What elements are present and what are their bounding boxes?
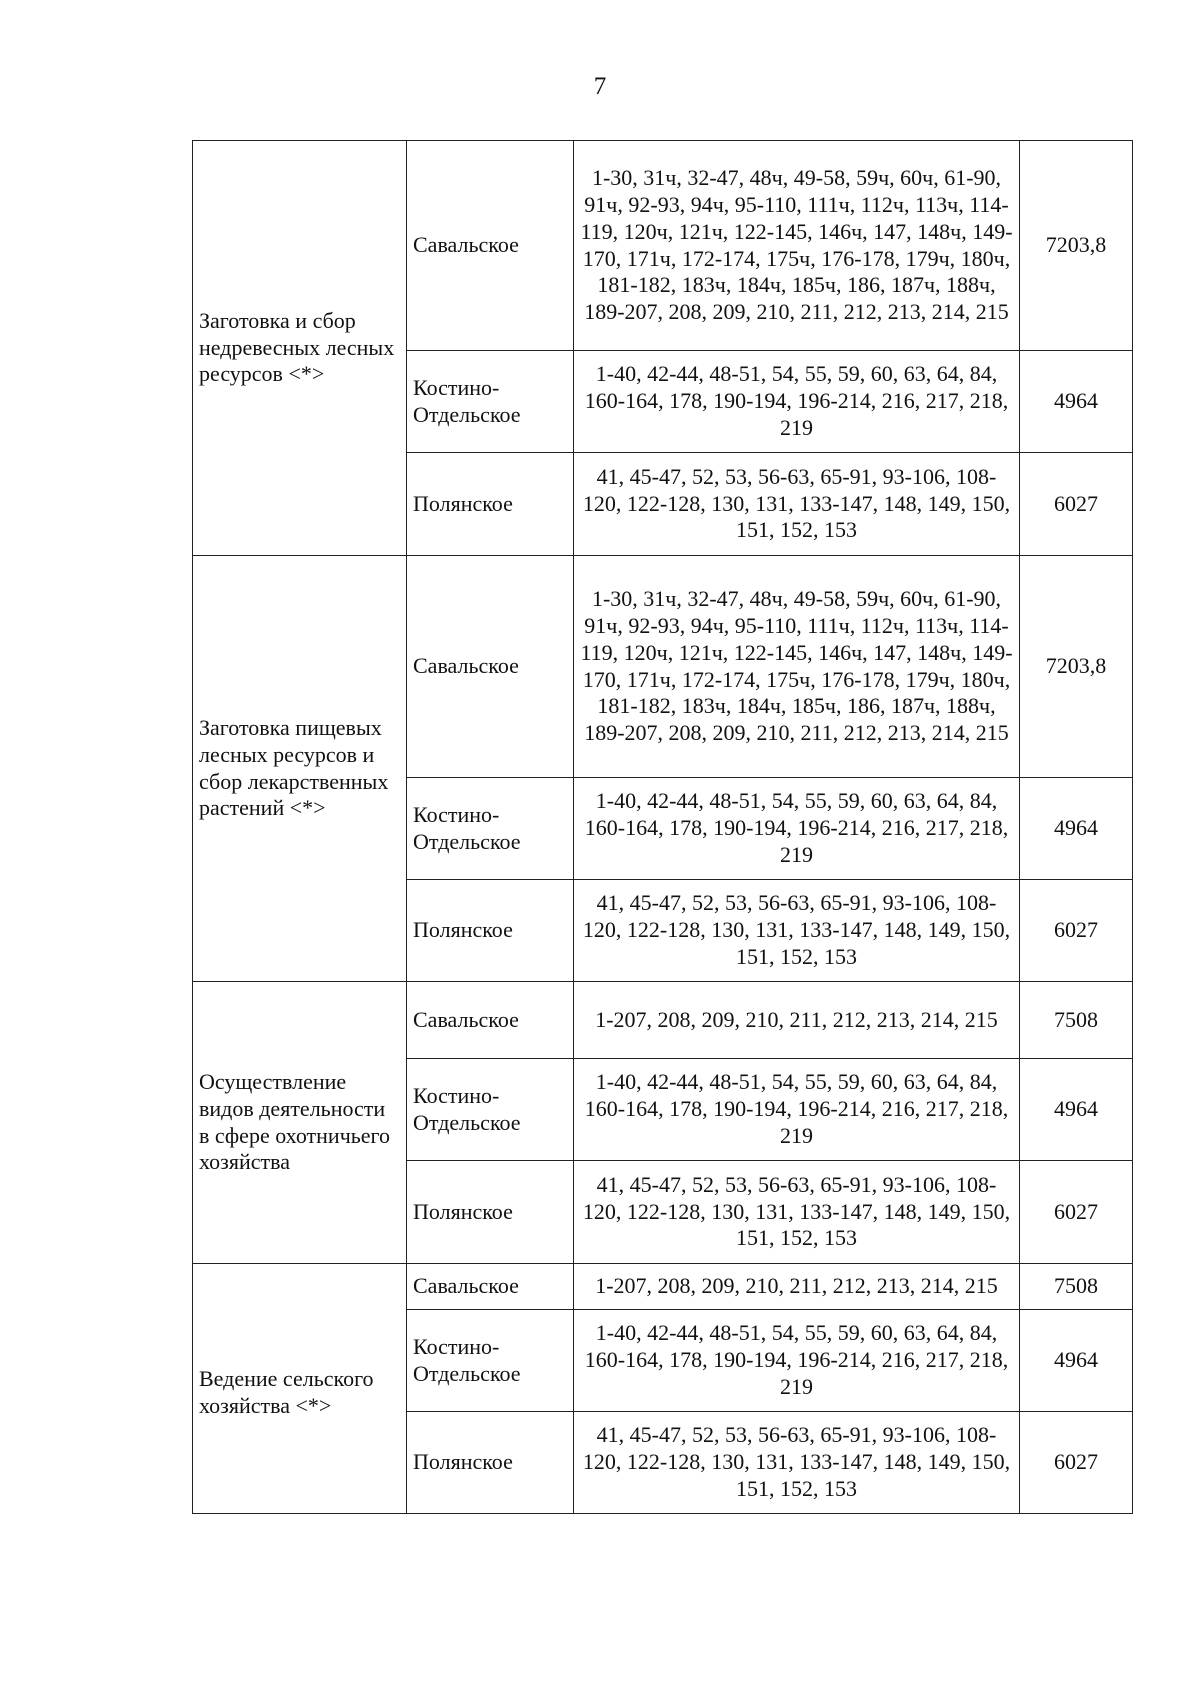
table-row [193,982,1133,1059]
page-number: 7 [593,73,607,100]
area-cell: 7203,8 [1020,141,1133,351]
quarters-cell: 1-40, 42-44, 48-51, 54, 55, 59, 60, 63, 64, 84, 160-164, 178, 190-194, 196-214, 216, 217, 218, 219 [574,1310,1020,1412]
area-cell: 4964 [1020,1310,1133,1412]
area-cell: 4964 [1020,778,1133,880]
forestry-cell: Костино-Отдельское [407,351,574,453]
quarters-cell: 41, 45-47, 52, 53, 56-63, 65-91, 93-106, 108-120, 122-128, 130, 131, 133-147, 148, 149, 150, 151, 152, 153 [574,880,1020,982]
forestry-cell: Савальское [407,982,574,1059]
area-cell: 7508 [1020,982,1133,1059]
activity-cell: Заготовка и сбор недревесных лесных ресурсов <*> [193,141,407,556]
area-cell: 4964 [1020,351,1133,453]
area-cell: 7203,8 [1020,556,1133,778]
activity-cell: Осуществление видов деятельности в сфере охотничьего хозяйства [193,982,407,1264]
quarters-cell: 1-40, 42-44, 48-51, 54, 55, 59, 60, 63, 64, 84, 160-164, 178, 190-194, 196-214, 216, 217, 218, 219 [574,1059,1020,1161]
table-row [193,556,1133,778]
forestry-cell: Савальское [407,141,574,351]
quarters-cell: 1-30, 31ч, 32-47, 48ч, 49-58, 59ч, 60ч, 61-90, 91ч, 92-93, 94ч, 95-110, 111ч, 112ч, 113ч, 114-119, 120ч, 121ч, 122-145, 146ч, 147, 148ч, 149-170, 171ч, 172-174, 175ч, 176-178, 179ч, 180ч, 181-182, 183ч, 184ч, 185ч, 186, 187ч, 188ч, 189-207, 208, 209, 210, 211, 212, 213, 214, 215 [574,556,1020,778]
quarters-cell: 1-40, 42-44, 48-51, 54, 55, 59, 60, 63, 64, 84, 160-164, 178, 190-194, 196-214, 216, 217, 218, 219 [574,351,1020,453]
table-row [193,141,1133,351]
forestry-cell: Полянское [407,453,574,556]
forestry-cell: Полянское [407,880,574,982]
area-cell: 6027 [1020,453,1133,556]
activity-cell: Заготовка пищевых лесных ресурсов и сбор лекарственных растений <*> [193,556,407,982]
forestry-cell: Савальское [407,1264,574,1310]
forest-use-table [192,140,1133,1514]
area-cell: 6027 [1020,1412,1133,1514]
quarters-cell: 1-40, 42-44, 48-51, 54, 55, 59, 60, 63, 64, 84, 160-164, 178, 190-194, 196-214, 216, 217, 218, 219 [574,778,1020,880]
activity-cell: Ведение сельского хозяйства <*> [193,1264,407,1514]
forestry-cell: Костино-Отдельское [407,1059,574,1161]
quarters-cell: 1-30, 31ч, 32-47, 48ч, 49-58, 59ч, 60ч, 61-90, 91ч, 92-93, 94ч, 95-110, 111ч, 112ч, 113ч, 114-119, 120ч, 121ч, 122-145, 146ч, 147, 148ч, 149-170, 171ч, 172-174, 175ч, 176-178, 179ч, 180ч, 181-182, 183ч, 184ч, 185ч, 186, 187ч, 188ч, 189-207, 208, 209, 210, 211, 212, 213, 214, 215 [574,141,1020,351]
forestry-cell: Полянское [407,1161,574,1264]
table-row [193,1264,1133,1310]
quarters-cell: 41, 45-47, 52, 53, 56-63, 65-91, 93-106, 108-120, 122-128, 130, 131, 133-147, 148, 149, 150, 151, 152, 153 [574,453,1020,556]
quarters-cell: 41, 45-47, 52, 53, 56-63, 65-91, 93-106, 108-120, 122-128, 130, 131, 133-147, 148, 149, 150, 151, 152, 153 [574,1161,1020,1264]
area-cell: 6027 [1020,1161,1133,1264]
quarters-cell: 41, 45-47, 52, 53, 56-63, 65-91, 93-106, 108-120, 122-128, 130, 131, 133-147, 148, 149, 150, 151, 152, 153 [574,1412,1020,1514]
area-cell: 7508 [1020,1264,1133,1310]
forestry-cell: Савальское [407,556,574,778]
area-cell: 4964 [1020,1059,1133,1161]
forestry-cell: Костино-Отдельское [407,778,574,880]
forestry-cell: Полянское [407,1412,574,1514]
area-cell: 6027 [1020,880,1133,982]
quarters-cell: 1-207, 208, 209, 210, 211, 212, 213, 214, 215 [574,982,1020,1059]
quarters-cell: 1-207, 208, 209, 210, 211, 212, 213, 214, 215 [574,1264,1020,1310]
forestry-cell: Костино-Отдельское [407,1310,574,1412]
